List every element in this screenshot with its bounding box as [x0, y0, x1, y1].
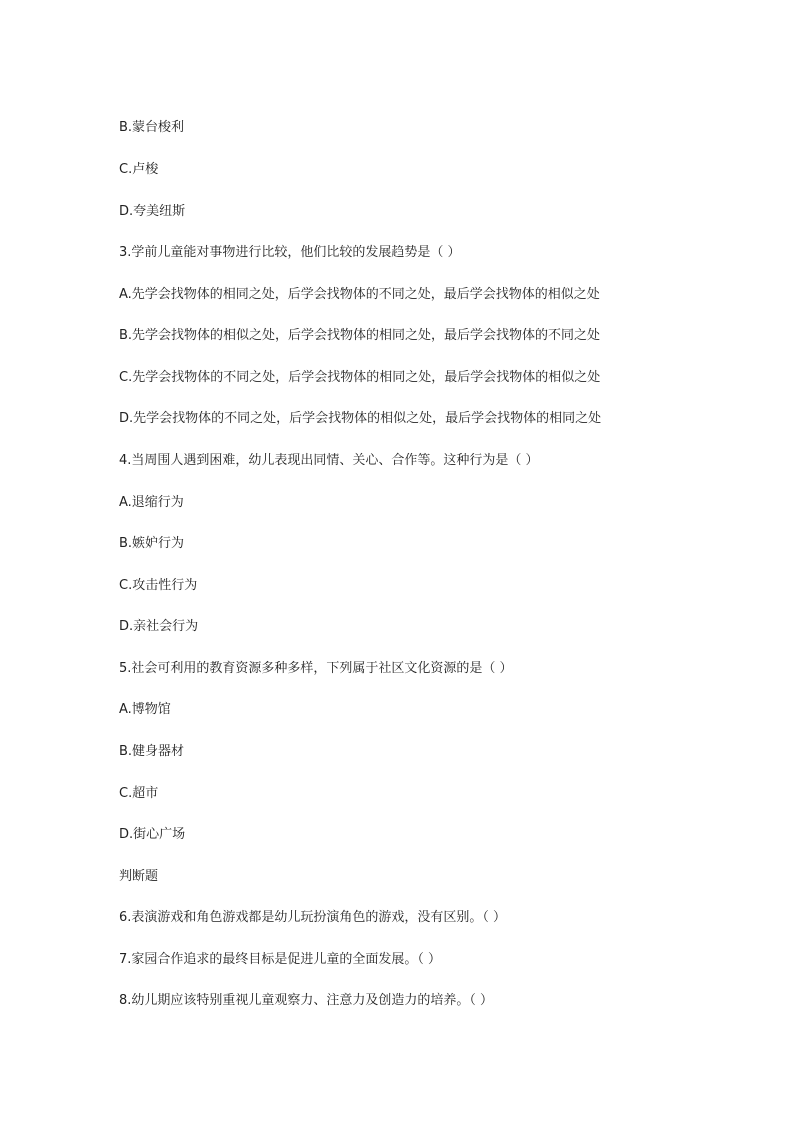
question-5-option-b: B.健身器材	[119, 744, 185, 759]
question-4-option-c: C.攻击性行为	[119, 578, 198, 593]
question-7: 7.家园合作追求的最终目标是促进儿童的全面发展。（ ）	[119, 952, 442, 967]
question-3-option-b: B.先学会找物体的相似之处，后学会找物体的相同之处，最后学会找物体的不同之处	[119, 328, 601, 343]
question-5-option-a: A.博物馆	[119, 702, 171, 717]
question-5: 5.社会可利用的教育资源多种多样，下列属于社区文化资源的是（ ）	[119, 661, 513, 676]
question-3: 3.学前儿童能对事物进行比较，他们比较的发展趋势是（ ）	[119, 245, 461, 260]
question-5-option-c: C.超市	[119, 786, 159, 801]
question-4: 4.当周围人遇到困难，幼儿表现出同情、关心、合作等。这种行为是（ ）	[119, 453, 539, 468]
option-c-rousseau: C.卢梭	[119, 162, 159, 177]
question-3-option-a: A.先学会找物体的相同之处，后学会找物体的不同之处，最后学会找物体的相似之处	[119, 287, 600, 302]
question-3-option-c: C.先学会找物体的不同之处，后学会找物体的相同之处，最后学会找物体的相似之处	[119, 370, 601, 385]
question-8: 8.幼儿期应该特别重视儿童观察力、注意力及创造力的培养。（ ）	[119, 993, 494, 1008]
question-4-option-d: D.亲社会行为	[119, 619, 199, 634]
question-4-option-a: A.退缩行为	[119, 495, 184, 510]
question-4-option-b: B.嫉妒行为	[119, 536, 185, 551]
question-5-option-d: D.街心广场	[119, 827, 186, 842]
question-3-option-d: D.先学会找物体的不同之处，后学会找物体的相似之处，最后学会找物体的相同之处	[119, 411, 602, 426]
section-heading-true-false: 判断题	[119, 869, 159, 884]
option-d-comenius: D.夸美纽斯	[119, 204, 186, 219]
question-6: 6.表演游戏和角色游戏都是幼儿玩扮演角色的游戏，没有区别。（ ）	[119, 910, 507, 925]
option-b-montessori: B.蒙台梭利	[119, 120, 185, 135]
